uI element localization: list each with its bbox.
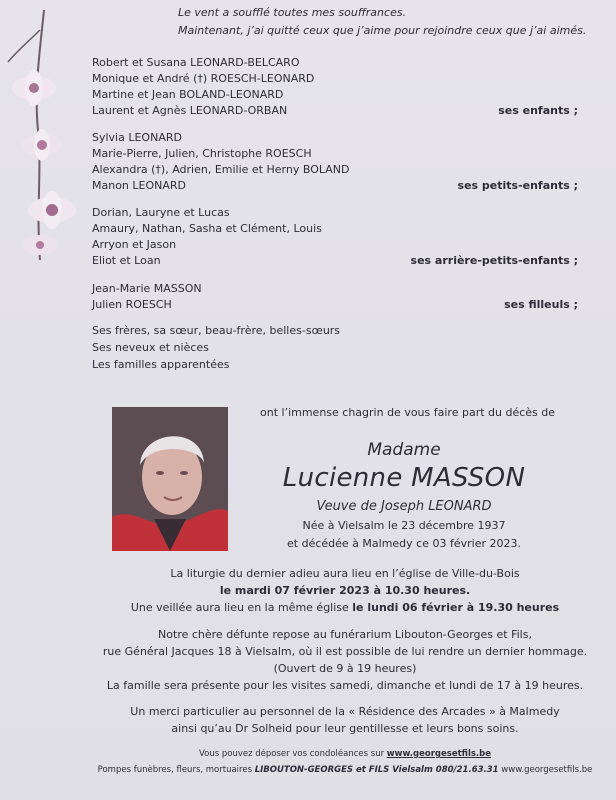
- liturgy-text: La liturgie du dernier adieu aura lieu en l’église de Ville-du-Bois: [170, 567, 520, 580]
- children-name: Robert et Susana LEONARD-BELCARO: [92, 56, 300, 69]
- deceased-title: Madame: [367, 440, 441, 460]
- grandchildren-name: Marie-Pierre, Julien, Christophe ROESCH: [92, 147, 312, 160]
- vigil-line: [60, 601, 616, 614]
- orchid-flower-1: [12, 70, 56, 106]
- death-info: et décédée à Malmedy ce 03 février 2023.: [287, 537, 521, 550]
- godchildren-name: Jean-Marie MASSON: [92, 282, 202, 295]
- great-grandchildren-role: ses arrière-petits-enfants ;: [410, 254, 578, 267]
- birth-info: Née à Vielsalm le 23 décembre 1937: [302, 519, 506, 532]
- widow-of: Veuve de Joseph LEONARD: [316, 499, 492, 514]
- deceased-photo: [112, 407, 228, 551]
- godchildren-role: ses filleuls ;: [504, 298, 578, 311]
- portrait-illustration: [112, 407, 228, 551]
- deceased-name: Lucienne MASSON: [282, 463, 526, 493]
- vigil-text: Une veillée aura lieu en la même église: [130, 601, 349, 614]
- condolences-line: [60, 749, 616, 759]
- grandchildren-name: Manon LEONARD: [92, 179, 187, 192]
- children-name: Monique et André (†) ROESCH-LEONARD: [92, 72, 315, 85]
- thanks-line-1: Un merci particulier au personnel de la « Résidence des Arcades » à Malmedy: [130, 705, 560, 718]
- vigil-date: le lundi 06 février à 19.30 heures: [352, 601, 560, 614]
- great-grandchildren-name: Dorian, Lauryne et Lucas: [92, 206, 230, 219]
- children-role: ses enfants ;: [498, 104, 578, 117]
- great-grandchildren-name: Arryon et Jason: [92, 238, 177, 251]
- great-grandchildren-name: Eliot et Loan: [92, 254, 161, 267]
- orchid-decoration: [0, 10, 90, 260]
- orchid-flower-2: [22, 129, 62, 161]
- grandchildren-role: ses petits-enfants ;: [457, 179, 578, 192]
- funeral-home-name: LIBOUTON-GEORGES et FILS Vielsalm 080/21.63.31: [254, 765, 499, 775]
- great-grandchildren-name: Amaury, Nathan, Sasha et Clément, Louis: [92, 222, 322, 235]
- condolences-link[interactable]: www.georgesetfils.be: [386, 749, 492, 759]
- other-relatives: Les familles apparentées: [92, 358, 230, 371]
- grandchildren-name: Alexandra (†), Adrien, Emilie et Herny BOLAND: [92, 163, 350, 176]
- other-relatives: Ses frères, sa sœur, beau-frère, belles-sœurs: [92, 324, 341, 337]
- children-name: Laurent et Agnès LEONARD-ORBAN: [92, 104, 288, 117]
- rest-line-3: (Ouvert de 9 à 19 heures): [273, 662, 417, 675]
- funeral-home-site[interactable]: www.georgesetfils.be: [501, 765, 593, 775]
- visits-line: La famille sera présente pour les visites samedi, dimanche et lundi de 17 à 19 heures.: [106, 679, 584, 692]
- orchid-branch: [8, 30, 40, 62]
- funeral-prefix: Pompes funèbres, fleurs, mortuaires: [97, 765, 253, 775]
- liturgy-date: le mardi 07 février 2023 à 10.30 heures.: [219, 584, 471, 597]
- quote-line-1: Le vent a soufflé toutes mes souffrances.: [178, 6, 407, 19]
- godchildren-name: Julien ROESCH: [92, 298, 172, 311]
- orchid-flower-3: [28, 191, 76, 229]
- announcement-intro: ont l’immense chagrin de vous faire part du décès de: [260, 406, 556, 419]
- grandchildren-name: Sylvia LEONARD: [92, 131, 182, 144]
- thanks-line-2: ainsi qu’au Dr Solheid pour leur gentillesse et leurs bons soins.: [171, 722, 519, 735]
- condolences-text: Vous pouvez déposer vos condoléances sur: [198, 749, 385, 759]
- other-relatives: Ses neveux et nièces: [92, 341, 209, 354]
- quote-line-2: Maintenant, j’ai quitté ceux que j’aime pour rejoindre ceux que j’ai aimés.: [178, 24, 587, 37]
- children-name: Martine et Jean BOLAND-LEONARD: [92, 88, 284, 101]
- rest-line-1: Notre chère défunte repose au funérarium Libouton-Georges et Fils,: [158, 628, 532, 641]
- funeral-home-line: [60, 765, 616, 775]
- orchid-flower-4: [22, 235, 58, 255]
- rest-line-2: rue Général Jacques 18 à Vielsalm, où il est possible de lui rendre un dernier hommage.: [102, 645, 588, 658]
